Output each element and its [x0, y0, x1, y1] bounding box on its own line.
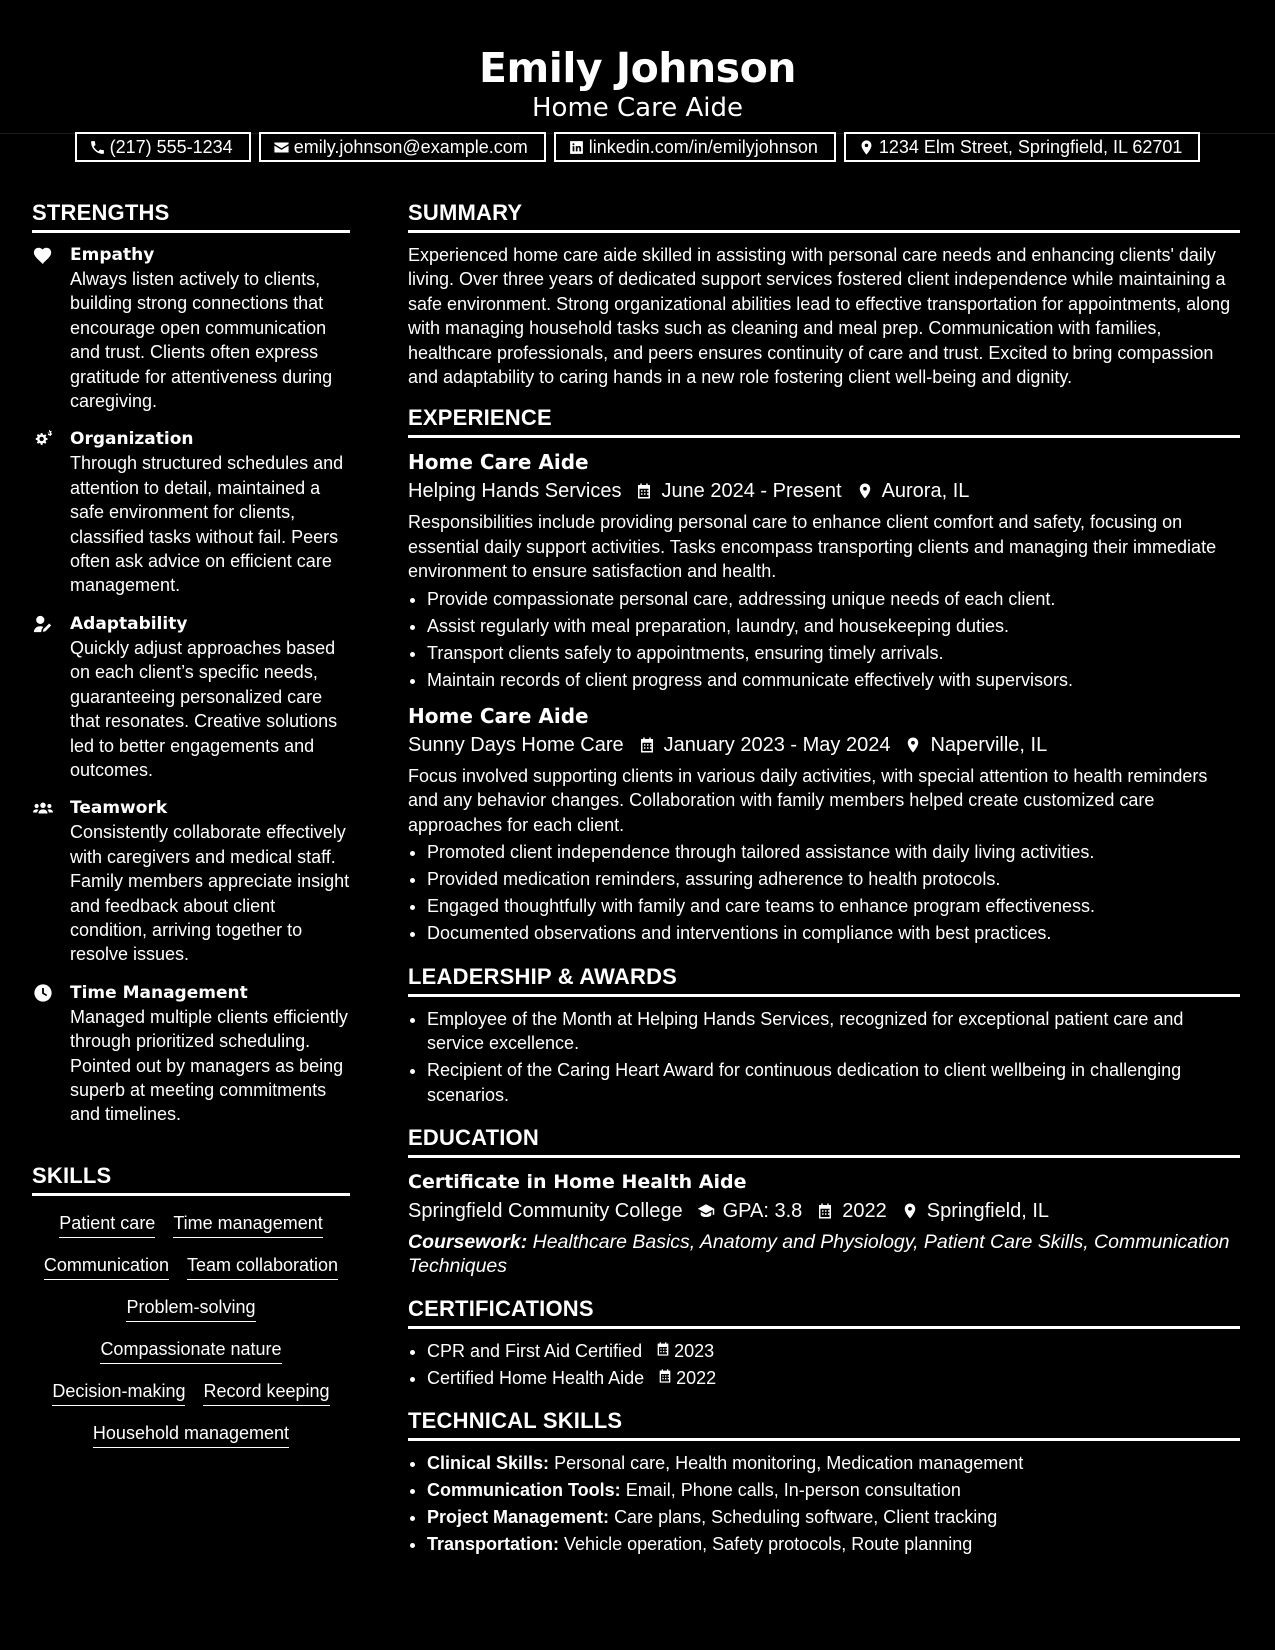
job-description: Responsibilities include providing personal care to enhance client comfort and safety, focusing on essential daily support activities. Tasks encompass transporting clients and managing their immediate environment to ensure satisfaction and health.	[408, 512, 1217, 582]
contact-email[interactable]	[259, 132, 546, 162]
cert-year: 2023	[674, 1340, 715, 1361]
linkedin-icon	[568, 138, 586, 156]
heart-icon	[32, 245, 54, 265]
strength-item	[32, 427, 350, 597]
strength-title: Empathy	[70, 245, 155, 265]
map-marker-icon	[904, 736, 922, 754]
tech-label: Communication Tools:	[427, 1480, 621, 1501]
job-dates: June 2024 - Present	[661, 480, 842, 503]
strength-item	[32, 981, 350, 1127]
list-item: • Assist regularly with meal preparation, laundry, and housekeeping duties.	[427, 614, 1240, 638]
strength-title: Time Management	[70, 982, 248, 1003]
list-item: • Promoted client independence through tailored assistance with daily living activities.	[427, 840, 1240, 864]
skill-tag: Patient care	[59, 1211, 155, 1238]
list-item: • Provided medication reminders, assuring adherence to health protocols.	[427, 867, 1240, 891]
awards-heading: LEADERSHIP & AWARDS	[408, 960, 1240, 997]
calendar-icon	[635, 482, 653, 500]
users-icon	[32, 798, 54, 818]
tech-value: Vehicle operation, Safety protocols, Route planning	[564, 1534, 973, 1555]
summary-heading: SUMMARY	[408, 196, 1240, 233]
job-meta	[408, 730, 1240, 760]
certifications-list	[408, 1339, 1240, 1390]
map-marker-icon	[901, 1202, 919, 1220]
tech-value: Personal care, Health monitoring, Medication management	[554, 1453, 1024, 1474]
skill-tag: Time management	[173, 1211, 322, 1238]
school-name: Springfield Community College	[408, 1199, 683, 1222]
candidate-title: Home Care Aide	[531, 93, 744, 123]
contact-address[interactable]	[844, 132, 1201, 162]
job-entry	[408, 702, 1240, 946]
degree-title: Certificate in Home Health Aide	[408, 1170, 747, 1193]
contact-linkedin[interactable]	[554, 132, 836, 162]
school-location: Springfield, IL	[926, 1199, 1050, 1222]
map-marker-icon	[856, 482, 874, 500]
awards-section	[408, 960, 1240, 1107]
skill-tag: Team collaboration	[187, 1253, 338, 1280]
map-marker-icon	[858, 138, 876, 156]
coursework-label: Coursework:	[408, 1230, 528, 1253]
user-edit-icon	[32, 614, 54, 634]
strength-description: Always listen actively to clients, building strong connections that encourage open communication and trust. Clients often express gratitude for attentiveness during caregiving.	[70, 269, 333, 412]
skill-tag: Household management	[93, 1421, 289, 1448]
list-item: • Maintain records of client progress and communicate effectively with supervisors.	[427, 668, 1240, 692]
resume-header	[0, 0, 1275, 157]
strength-title: Teamwork	[70, 798, 168, 819]
cert-name: Certified Home Health Aide	[427, 1367, 645, 1388]
job-bullets	[408, 840, 1240, 945]
education-meta	[408, 1196, 1240, 1226]
address-text: 1234 Elm Street, Springfield, IL 62701	[878, 136, 1183, 157]
calendar-icon	[816, 1202, 834, 1220]
calendar-icon	[657, 1366, 673, 1390]
coursework-list: Healthcare Basics, Anatomy and Physiology, Patient Care Skills, Communication Techniques	[408, 1230, 1230, 1277]
list-item: • Documented observations and interventions in compliance with best practices.	[427, 921, 1240, 945]
strength-description: Through structured schedules and attention to detail, maintained a safe environment for clients, classified tasks without fail. Peers often ask advice on efficient care management.	[70, 453, 344, 596]
technical-skills-list	[408, 1451, 1240, 1556]
contact-bar	[0, 132, 1275, 162]
job-meta	[408, 476, 1240, 506]
graduation-cap-icon	[697, 1202, 715, 1220]
job-bullets	[408, 587, 1240, 692]
email-text: emily.johnson@example.com	[293, 136, 528, 157]
cogs-icon	[32, 429, 54, 449]
certifications-section	[408, 1292, 1240, 1390]
awards-list	[408, 1007, 1240, 1107]
linkedin-text: linkedin.com/in/emilyjohnson	[588, 136, 818, 157]
strength-title: Adaptability	[70, 613, 188, 634]
certifications-heading: CERTIFICATIONS	[408, 1292, 1240, 1329]
summary-text: Experienced home care aide skilled in assisting with personal care needs and enhancing clients' daily living. Over three years of dedicated support services fostered client independence while maintaining a safe environment. Strong organizational abilities lead to effective transportation for appointments, along with managing household tasks such as cleaning and meal prep. Communication with families, healthcare professionals, and peers ensures continuity of care and trust. Excited to bring compassion and adaptability to caring hands in a new role fostering client well-being and dignity.	[408, 245, 1231, 388]
list-item	[427, 1451, 1240, 1475]
strengths-section	[32, 196, 350, 1127]
technical-skills-heading: TECHNICAL SKILLS	[408, 1404, 1240, 1441]
skills-section	[32, 1159, 350, 1448]
strength-title: Organization	[70, 429, 194, 450]
job-description: Focus involved supporting clients in various daily activities, with special attention to health reminders and any behavior changes. Collaboration with family members helped create customized care approaches for each client.	[408, 766, 1208, 835]
strength-description: Consistently collaborate effectively with caregivers and medical staff. Family members appreciate insight and feedback about client condition, arriving together to resolve issues.	[70, 822, 350, 965]
skill-tag: Communication	[44, 1253, 169, 1280]
job-location: Aurora, IL	[881, 480, 970, 503]
strength-description: Managed multiple clients efficiently through prioritized scheduling. Pointed out by managers as being superb at meeting commitments and timelines.	[70, 1006, 348, 1125]
skills-list	[32, 1206, 350, 1448]
job-entry	[408, 448, 1240, 692]
tech-value: Email, Phone calls, In-person consultation	[625, 1480, 961, 1501]
skill-tag: Problem-solving	[126, 1295, 255, 1322]
skill-tag: Decision-making	[52, 1379, 185, 1406]
skills-heading: SKILLS	[32, 1159, 350, 1196]
cert-name: CPR and First Aid Certified	[427, 1340, 643, 1361]
gpa: GPA: 3.8	[722, 1199, 803, 1222]
job-company: Helping Hands Services	[408, 480, 622, 503]
cert-year: 2022	[676, 1367, 717, 1388]
envelope-icon	[273, 138, 291, 156]
coursework	[408, 1230, 1240, 1278]
job-location: Naperville, IL	[930, 734, 1048, 757]
list-item: • Employee of the Month at Helping Hands Services, recognized for exceptional patient care and service excellence.	[427, 1007, 1240, 1056]
job-company: Sunny Days Home Care	[408, 734, 624, 757]
skill-tag: Compassionate nature	[100, 1337, 281, 1364]
list-item	[427, 1532, 1240, 1556]
list-item: • Recipient of the Caring Heart Award for continuous dedication to client wellbeing in challenging scenarios.	[427, 1058, 1240, 1107]
graduation-year: 2022	[842, 1199, 887, 1222]
right-column	[408, 196, 1240, 1559]
list-item	[427, 1505, 1240, 1529]
summary-section	[408, 196, 1240, 389]
technical-skills-section	[408, 1404, 1240, 1556]
list-item	[427, 1366, 1240, 1390]
phone-text: (217) 555-1234	[109, 136, 233, 157]
calendar-icon	[638, 736, 656, 754]
clock-icon	[32, 983, 54, 1003]
tech-label: Project Management:	[427, 1507, 610, 1528]
education-heading: EDUCATION	[408, 1121, 1240, 1158]
left-column	[32, 196, 350, 1448]
list-item	[427, 1339, 1240, 1363]
job-dates: January 2023 - May 2024	[663, 734, 891, 757]
strength-item	[32, 796, 350, 966]
strengths-heading: STRENGTHS	[32, 196, 350, 233]
experience-heading: EXPERIENCE	[408, 401, 1240, 438]
experience-section	[408, 401, 1240, 945]
strength-item	[32, 243, 350, 413]
strength-description: Quickly adjust approaches based on each client’s specific needs, guaranteeing personalized care that resonates. Creative solutions led to better engagements and outcomes.	[70, 637, 338, 780]
list-item	[427, 1478, 1240, 1502]
contact-phone[interactable]	[75, 132, 251, 162]
tech-value: Care plans, Scheduling software, Client tracking	[614, 1507, 998, 1528]
education-section	[408, 1121, 1240, 1278]
list-item: • Engaged thoughtfully with family and care teams to enhance program effectiveness.	[427, 894, 1240, 918]
list-item: • Transport clients safely to appointments, ensuring timely arrivals.	[427, 641, 1240, 665]
phone-icon	[89, 138, 107, 156]
strength-item	[32, 612, 350, 782]
calendar-icon	[655, 1339, 671, 1363]
tech-label: Clinical Skills:	[427, 1453, 550, 1474]
job-title: Home Care Aide	[408, 704, 589, 729]
skill-tag: Record keeping	[203, 1379, 329, 1406]
tech-label: Transportation:	[427, 1534, 560, 1555]
candidate-name: Emily Johnson	[479, 44, 796, 92]
job-title: Home Care Aide	[408, 450, 589, 475]
list-item: • Provide compassionate personal care, addressing unique needs of each client.	[427, 587, 1240, 611]
